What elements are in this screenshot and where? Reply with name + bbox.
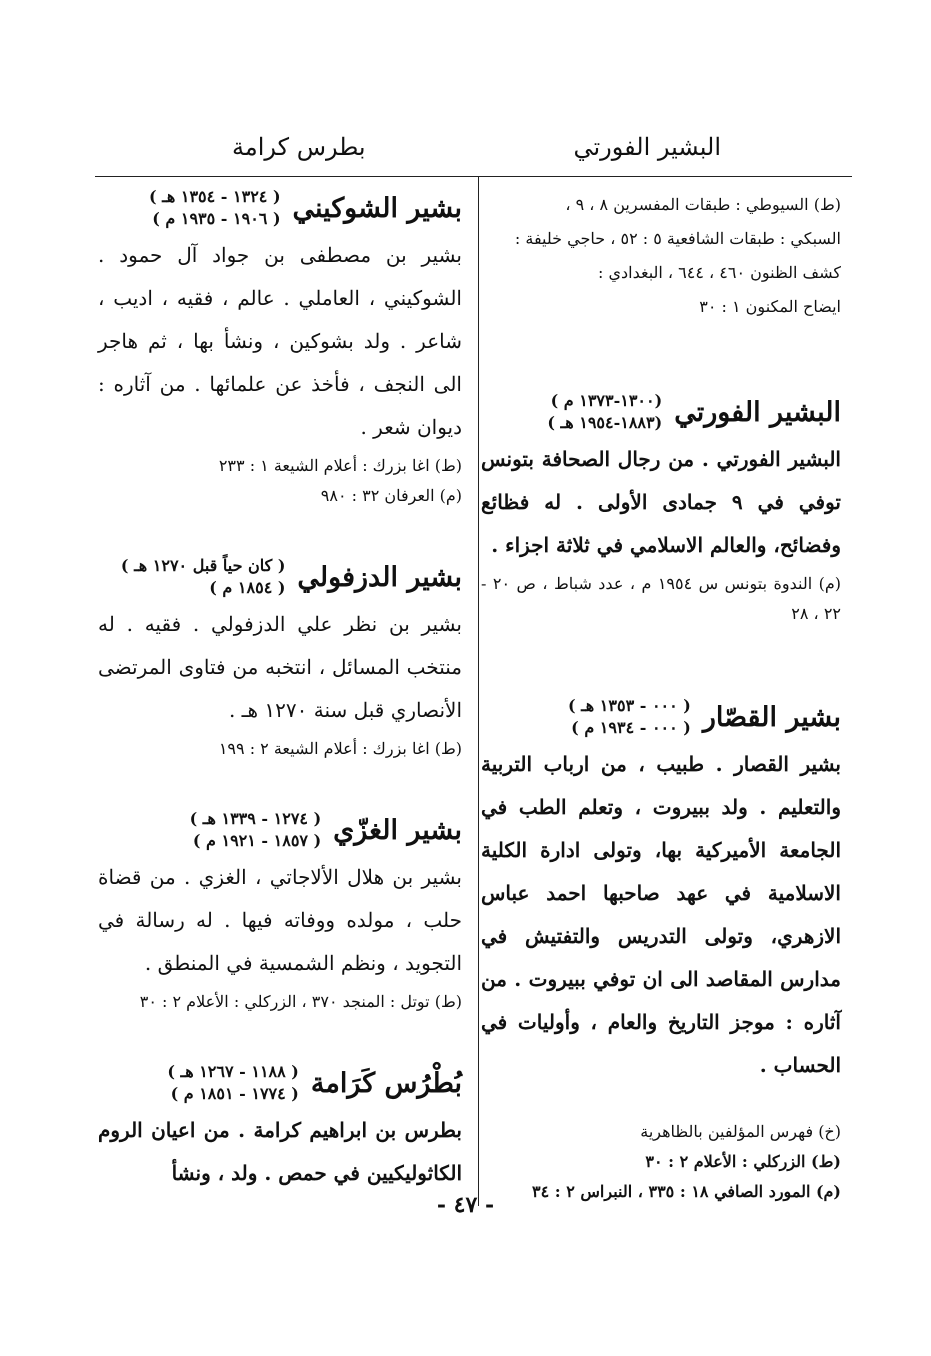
entry-text: البشير الفورتي . من رجال الصحافة بتونس توفي في ٩ جمادى الأولى . له فظائع وفضائح، والعالم الاسلامي في ثلاثة اجزاء . [481, 447, 841, 557]
entry-dates [547, 390, 662, 434]
running-head-right: البشير الفورتي [573, 133, 721, 161]
entry-dates [149, 186, 281, 230]
left-column [98, 186, 462, 1195]
reference-line: السبكي : طبقات الشافعية ٥ : ٥٢ ، حاجي خليفة : [514, 229, 841, 248]
date-line: ( كان حياً قبل ١٢٧٠ هـ ) [120, 556, 286, 575]
entry-title: بشير الشوكيني [292, 192, 462, 224]
page-number: - ٤٧ - [436, 1192, 495, 1218]
carryover-references [481, 188, 841, 324]
entry-text: بشير بن هلال الألاجاتي ، الغزي . من قضاة حلب ، مولده ووفاته فيها . له رسالة في التجويد ، ونظم الشمسية في المنطق . [98, 865, 462, 975]
reference-line: (ط) اغا بزرك : أعلام الشيعة ١ : ٢٣٣ [218, 456, 462, 475]
date-line: ( ١١٨٨ - ١٢٦٧ هـ ) [167, 1062, 299, 1081]
header-rule [95, 176, 852, 177]
entry-bashir-alfurti [481, 390, 841, 629]
reference-line: (خ) فهرس المؤلفين بالظاهرية [640, 1122, 841, 1141]
reference-line: كشف الظنون ٤٦٠ ، ٦٤٤ ، البغدادي : [598, 263, 841, 282]
entry-title: بُطْرُس كَرَامة [310, 1067, 462, 1099]
reference-line: (ط) السيوطي : طبقات المفسرين ٨ ، ٩ ، [565, 195, 841, 214]
running-head-left: بطرس كرامة [232, 133, 366, 161]
date-line: ( ١٣٢٤ - ١٣٥٤ هـ ) [149, 187, 281, 206]
date-line: ( ٠٠٠ - ١٣٥٣ هـ ) [567, 696, 691, 715]
entry-title: بشير الغزّي [333, 814, 462, 846]
reference-line: (ط) الزركلي : الأعلام ٢ : ٣٠ [645, 1152, 841, 1171]
entry-dates [190, 808, 322, 852]
date-line: ( ٠٠٠ - ١٩٣٤ م ) [571, 718, 691, 737]
reference-line: (م) الندوة بتونس س ١٩٥٤ م ، عدد شباط ، ص ٢٠ - ٢٢ ، ٢٨ [481, 574, 842, 623]
date-line: ( ١٨٥٧ - ١٩٢١ م ) [192, 831, 322, 850]
entry-butrus-karama [98, 1061, 462, 1195]
entry-title: بشير القصّار [702, 701, 841, 733]
date-line: (١٨٨٣-١٩٥٤ هـ ) [547, 413, 663, 432]
entry-text: بشير بن مصطفى بن جواد آل حمود . الشوكيني ، العاملي . عالم ، فقيه ، اديب ، شاعر . ولد بشوكين ، ونشأ بها ، ثم هاجر الى النجف ، فأخذ عن علمائها . من آثاره : ديوان شعر . [98, 243, 462, 439]
reference-line: (م) العرفان ٣٢ : ٩٨٠ [320, 486, 462, 505]
right-column [481, 186, 841, 1207]
entry-bashir-alghazzi [98, 808, 462, 1017]
entry-dates [121, 555, 286, 599]
entry-dates [568, 695, 691, 739]
date-line: ( ١٧٧٤ - ١٨٥١ م ) [170, 1084, 299, 1103]
entry-text: بطرس بن ابراهيم كرامة . من اعيان الروم الكاثوليكيين في حمص . ولد ، ونشأ [98, 1118, 462, 1185]
column-divider [478, 176, 479, 1206]
reference-line: (م) المورد الصافي ١٨ : ٣٣٥ ، النبراس ٢ : ٣٤ [532, 1182, 841, 1201]
entry-bashir-aldizfuli [98, 555, 462, 764]
entry-bashir-alshawkini [98, 186, 462, 511]
date-line: ( ١٨٥٤ م ) [209, 578, 286, 597]
entry-text: بشير بن نظر علي الدزفولي . فقيه . له منتخب المسائل ، انتخبه من فتاوى المرتضى الأنصاري قبل سنة ١٢٧٠ هـ . [98, 612, 462, 722]
reference-line: ايضاح المكنون ١ : ٣٠ [699, 297, 841, 316]
entry-dates [167, 1061, 299, 1105]
reference-line: (ط) اغا بزرك : أعلام الشيعة ٢ : ١٩٩ [218, 739, 462, 758]
entry-text: بشير القصار . طبيب ، من ارباب التربية والتعليم . ولد ببيروت ، وتعلم الطب في الجامعة الأميركية بها، وتولى ادارة الكلية الاسلامية في عهد صاحبها احمد عباس الازهري، وتولى التدريس والتفتيش في مدارس المقاصد الى ان توفي ببيروت . من آثاره : موجز التاريخ والعام ، وأوليات في الحساب . [481, 752, 841, 1077]
date-line: ( ١٩٠٦ - ١٩٣٥ م ) [152, 209, 281, 228]
entry-bashir-alqassar [481, 695, 841, 1207]
entry-title: بشير الدزفولي [297, 561, 462, 593]
reference-line: (ط) توتل : المنجد ٣٧٠ ، الزركلي : الأعلام ٢ : ٣٠ [139, 992, 462, 1011]
entry-title: البشير الفورتي [674, 396, 841, 428]
date-line: ( ١٢٧٤ - ١٣٣٩ هـ ) [189, 809, 322, 828]
date-line: (١٣٠٠-١٣٧٣ م ) [550, 391, 663, 410]
